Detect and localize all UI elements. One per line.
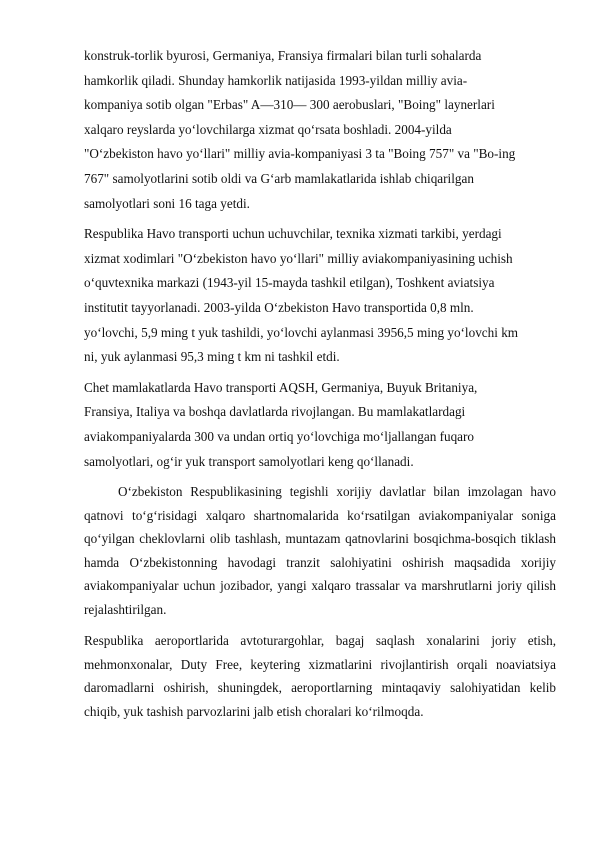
document-page xyxy=(84,44,556,723)
paragraph-foreign-countries: Chet mamlakatlarda Havo transporti AQSH, Germaniya, Buyuk Britaniya, Fransiya, Italiya va boshqa davlatlarda rivojlangan. Bu mamlakatlardagi aviakompaniyalarda 300 va undan ortiq yo‘lovchiga mo‘ljallangan fuqaro samolyotlari, og‘ir yuk transport samolyotlari keng qo‘llanadi. xyxy=(84,379,478,469)
paragraph-airport-services: Respublika aeroportlarida avtoturargohlar, bagaj saqlash xonalarini joriy etish, mehmonxonalar, Duty Free, keytering xizmatlarini rivojlantirish orqali noaviatsiya daromadlarni oshirish, shuningdek, aeroportlarning mintaqaviy salohiyatidan kelib chiqib, yuk tashish parvozlarini jalb etish choralari ko‘rilmoqda. xyxy=(84,633,556,719)
paragraph-air-cooperation: konstruk-torlik byurosi, Germaniya, Fransiya firmalari bilan turli sohalarda hamkorlik qiladi. Shunday hamkorlik natijasida 1993-yildan milliy avia- kompaniya sotib olgan "Erbas" A—310— 300 aerobuslari, "Boing" laynerlari xalqaro reyslarda yo‘lovchilarga xizmat qo‘rsata boshladi. 2004-yilda "O‘zbekiston havo yo‘llari" milliy avia-kompaniyasi 3 ta "Boing 757" va "Bo-ing 767" samolyotlarini sotib oldi va G‘arb mamlakatlarida ishlab chiqarilgan samolyotlari soni 16 taga yetdi. xyxy=(84,48,516,211)
paragraph-international-agreements: O‘zbekiston Respublikasining tegishli xorijiy davlatlar bilan imzolagan havo qatnovi to‘g‘risidagi xalqaro shartnomalarida ko‘rsatilgan aviakompaniyalar soniga qo‘yilgan cheklovlarni olib tashlash, muntazam qatnovlarini bosqichma-bosqich tiklash hamda O‘zbekistonning havodagi tranzit salohiyatini oshirish maqsadida xorijiy aviakompaniyalar uchun jozibador, yangi xalqaro trassalar va marshrutlarni joriy qilish rejalashtirilgan. xyxy=(84,484,556,617)
paragraph-personnel-training: Respublika Havo transporti uchun uchuvchilar, texnika xizmati tarkibi, yerdagi xizmat xodimlari "O‘zbekiston havo yo‘llari" milliy aviakompaniyasining uchish o‘quvtexnika markazi (1943-yil 15-mayda tashkil etilgan), Toshkent aviatsiya institutit tayyorlanadi. 2003-yilda O‘zbekiston Havo transportida 0,8 mln. yo‘lovchi, 5,9 ming t yuk tashildi, yo‘lovchi aylanmasi 3956,5 ming yo‘lovchi km ni, yuk aylanmasi 95,3 ming t km ni tashkil etdi. xyxy=(84,226,519,365)
